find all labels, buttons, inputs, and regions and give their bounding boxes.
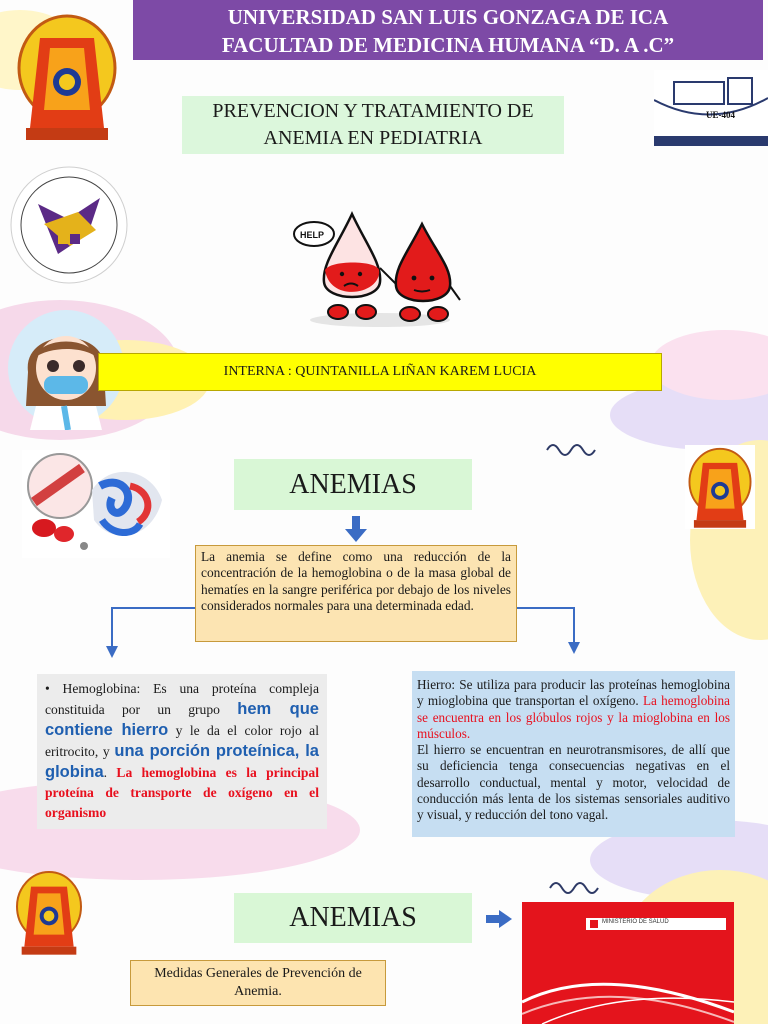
hospital-logo <box>654 70 768 146</box>
section-heading-text: ANEMIAS <box>289 469 417 500</box>
section-heading-anemias-2 <box>234 893 472 943</box>
prevention-measures-label: Medidas Generales de Prevención de Anemia. <box>130 960 386 1006</box>
university-seal-logo <box>12 10 122 142</box>
university-seal-logo-small <box>680 445 760 529</box>
ministry-document-cover <box>522 902 734 1024</box>
arrow-down-icon <box>345 516 367 542</box>
hemo-text-highlight: La hemoglobina es la principal proteína de transporte de oxígeno en el organismo <box>45 765 319 820</box>
university-header-banner <box>133 0 763 60</box>
header-line-1: UNIVERSIDAD SAN LUIS GONZAGA DE ICA <box>227 5 669 29</box>
anemia-definition: La anemia se define como una reducción de la concentración de la hemoglobina o de la masa global de hematíes en la sangre periférica por debajo de los niveles considerados normales para una determinada edad. <box>195 545 517 642</box>
page-title-line-2: ANEMIA EN PEDIATRIA <box>263 127 483 149</box>
section-heading-text-2: ANEMIAS <box>289 902 417 933</box>
hierro-info <box>412 671 735 837</box>
blood-vessel-illustration <box>22 450 170 558</box>
hemoglobina-info <box>37 674 327 829</box>
hemo-text-hem: hem que contiene hierro <box>45 700 319 739</box>
arrow-right-icon <box>486 910 512 928</box>
document-wave-decoration <box>522 942 734 1024</box>
section-heading-anemias <box>234 459 472 510</box>
hospital-code: UE-404 <box>706 110 735 120</box>
faculty-logo <box>8 164 130 286</box>
squiggle-decoration <box>548 878 608 900</box>
help-speech-text: HELP <box>300 230 325 240</box>
hemo-text-globina: una porción proteínica, la globina <box>45 742 319 781</box>
hemo-text-1: • Hemoglobina: Es una proteína compleja constituida por un grupo <box>45 681 319 717</box>
hierro-text-1: Hierro: Se utiliza para producir las proteínas hemoglobina y mioglobina que transportan el oxígeno. <box>417 677 730 709</box>
hemo-text-3: y le da el color rojo al eritrocito, y <box>45 723 319 759</box>
hemo-text-5: . <box>103 765 117 780</box>
hierro-text-3: El hierro se encuentran en neurotransmisores, de allí que su deficiencia tenga consecuencias negativas en el desarrollo conductual, mental y motor, velocidad de conducción más lenta de los sistemas sensoriales auditivo y visual, y reducción del tono vagal. <box>417 742 730 823</box>
document-header-text: MINISTERIO DE SALUD <box>602 919 669 925</box>
author-label: INTERNA : QUINTANILLA LIÑAN KAREM LUCIA <box>98 353 662 391</box>
page-title <box>182 96 564 154</box>
ministry-flag-icon <box>590 920 598 928</box>
blood-drop-mascots-illustration <box>290 208 470 330</box>
page-title-line-1: PREVENCION Y TRATAMIENTO DE <box>212 100 534 122</box>
branch-connector-lines <box>100 600 590 662</box>
header-line-2: FACULTAD DE MEDICINA HUMANA “D. A .C” <box>221 33 675 57</box>
squiggle-decoration <box>545 440 605 470</box>
document-header-bar <box>586 918 726 930</box>
university-seal-logo-bottom <box>12 868 86 956</box>
hierro-text-highlight: La hemoglobina se encuentra en los glóbulos rojos y la mioglobina en los músculos. <box>417 693 730 741</box>
